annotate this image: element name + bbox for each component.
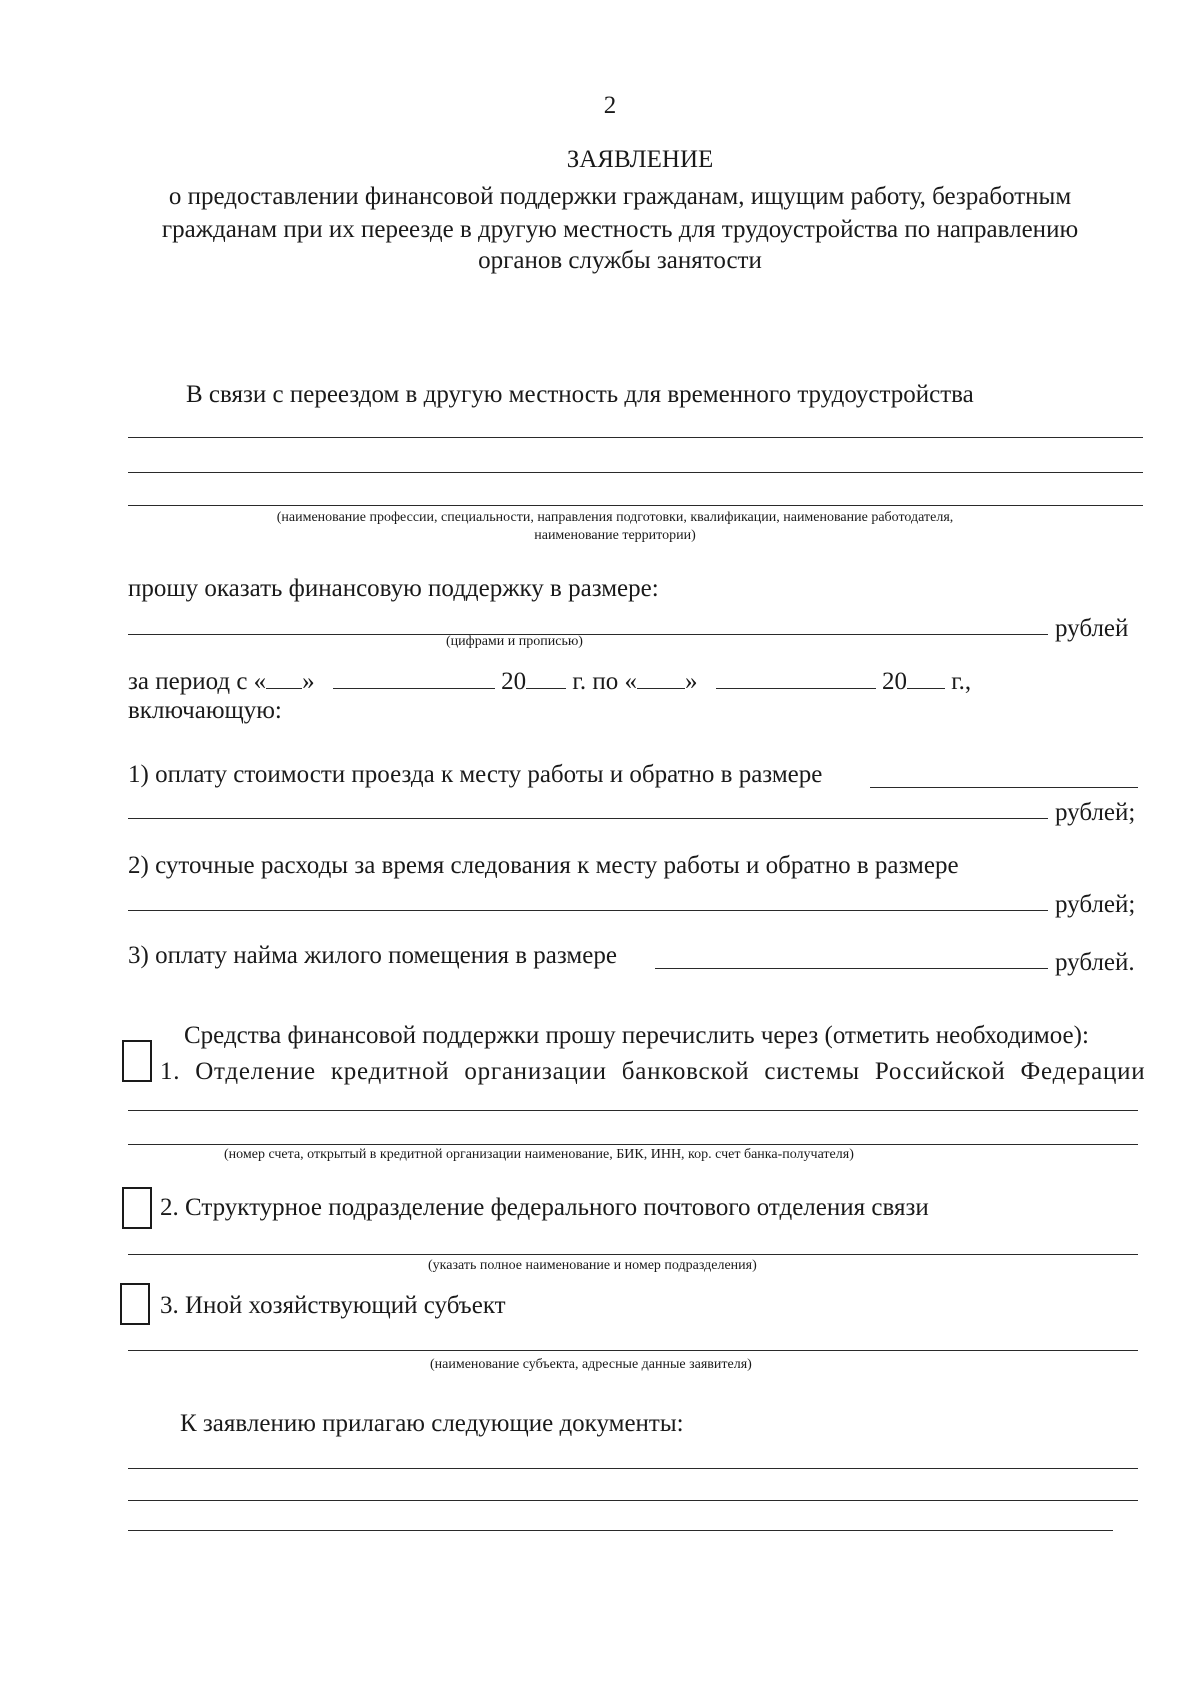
profession-line-2[interactable]	[128, 472, 1143, 473]
period-line	[128, 668, 971, 696]
option-3-caption: (наименование субъекта, адресные данные заявителя)	[430, 1357, 752, 1372]
option-2-label: 2. Структурное подразделение федерального почтового отделения связи	[160, 1194, 929, 1221]
subtitle-line-1: о предоставлении финансовой поддержки гражданам, ищущим работу, безработным	[168, 183, 1072, 210]
profession-line-1[interactable]	[128, 437, 1143, 438]
period-g-po: г. по «	[572, 668, 637, 695]
item-3-text: 3) оплату найма жилого помещения в размере	[128, 942, 617, 969]
item-1-text: 1) оплату стоимости проезда к месту работы и обратно в размере	[128, 761, 823, 788]
period-g-end: г.,	[951, 668, 972, 695]
option-1-line-b[interactable]	[128, 1144, 1138, 1145]
start-year-field[interactable]	[526, 668, 566, 689]
end-month-field[interactable]	[716, 668, 876, 689]
attachments-line-3[interactable]	[128, 1530, 1113, 1531]
amount-currency: рублей	[1055, 615, 1129, 642]
option-1-checkbox[interactable]	[122, 1040, 152, 1082]
intro-text: В связи с переездом в другую местность для временного трудоустройства	[186, 381, 974, 408]
attachments-line-1[interactable]	[128, 1468, 1138, 1469]
option-3-label: 3. Иной хозяйствующий субъект	[160, 1292, 506, 1319]
item-1-line-b[interactable]	[128, 818, 1048, 819]
attachments-text: К заявлению прилагаю следующие документы:	[180, 1410, 684, 1437]
subtitle-line-2: гражданам при их переезде в другую местность для трудоустройства по направлению	[161, 216, 1079, 243]
page-number: 2	[603, 92, 617, 119]
start-year-prefix: 20	[501, 668, 527, 695]
end-year-field[interactable]	[907, 668, 945, 689]
option-3-line[interactable]	[128, 1350, 1138, 1351]
profession-line-3[interactable]	[128, 505, 1143, 506]
caption-profession-2: наименование территории)	[534, 528, 696, 543]
start-day-field[interactable]	[266, 668, 302, 689]
option-2-caption: (указать полное наименование и номер подразделения)	[428, 1258, 757, 1273]
period-prefix: за период с «	[128, 668, 267, 695]
item-1-currency: рублей;	[1055, 799, 1136, 826]
subtitle-line-3: органов службы занятости	[478, 247, 762, 274]
quote-close-2: »	[685, 668, 698, 695]
item-3-line[interactable]	[655, 968, 1048, 969]
end-year-prefix: 20	[882, 668, 907, 695]
item-2-text: 2) суточные расходы за время следования к месту работы и обратно в размере	[128, 852, 959, 879]
option-2-line[interactable]	[128, 1254, 1138, 1255]
option-3-checkbox[interactable]	[120, 1283, 150, 1325]
option-1-line-a[interactable]	[128, 1110, 1138, 1111]
option-1-label: 1. Отделение кредитной организации банковской системы Российской Федерации	[160, 1058, 1146, 1085]
amount-line[interactable]	[128, 634, 1048, 635]
option-2-checkbox[interactable]	[122, 1187, 152, 1229]
caption-profession-1: (наименование профессии, специальности, направления подготовки, квалификации, наименование работодателя,	[276, 510, 954, 525]
attachments-line-2[interactable]	[128, 1500, 1138, 1501]
item-3-currency: рублей.	[1055, 949, 1135, 976]
item-1-line-a[interactable]	[870, 787, 1138, 788]
request-text: прошу оказать финансовую поддержку в размере:	[128, 575, 659, 602]
caption-amount: (цифрами и прописью)	[446, 634, 583, 649]
option-1-caption: (номер счета, открытый в кредитной организации наименование, БИК, ИНН, кор. счет банка-получателя)	[224, 1147, 854, 1162]
quote-close-1: »	[302, 668, 315, 695]
start-month-field[interactable]	[333, 668, 495, 689]
end-day-field[interactable]	[637, 668, 685, 689]
transfer-intro: Средства финансовой поддержки прошу перечислить через (отметить необходимое):	[184, 1022, 1089, 1049]
item-2-currency: рублей;	[1055, 891, 1136, 918]
item-2-line[interactable]	[128, 910, 1048, 911]
including-text: включающую:	[128, 697, 282, 724]
document-title: ЗАЯВЛЕНИЕ	[566, 146, 714, 173]
